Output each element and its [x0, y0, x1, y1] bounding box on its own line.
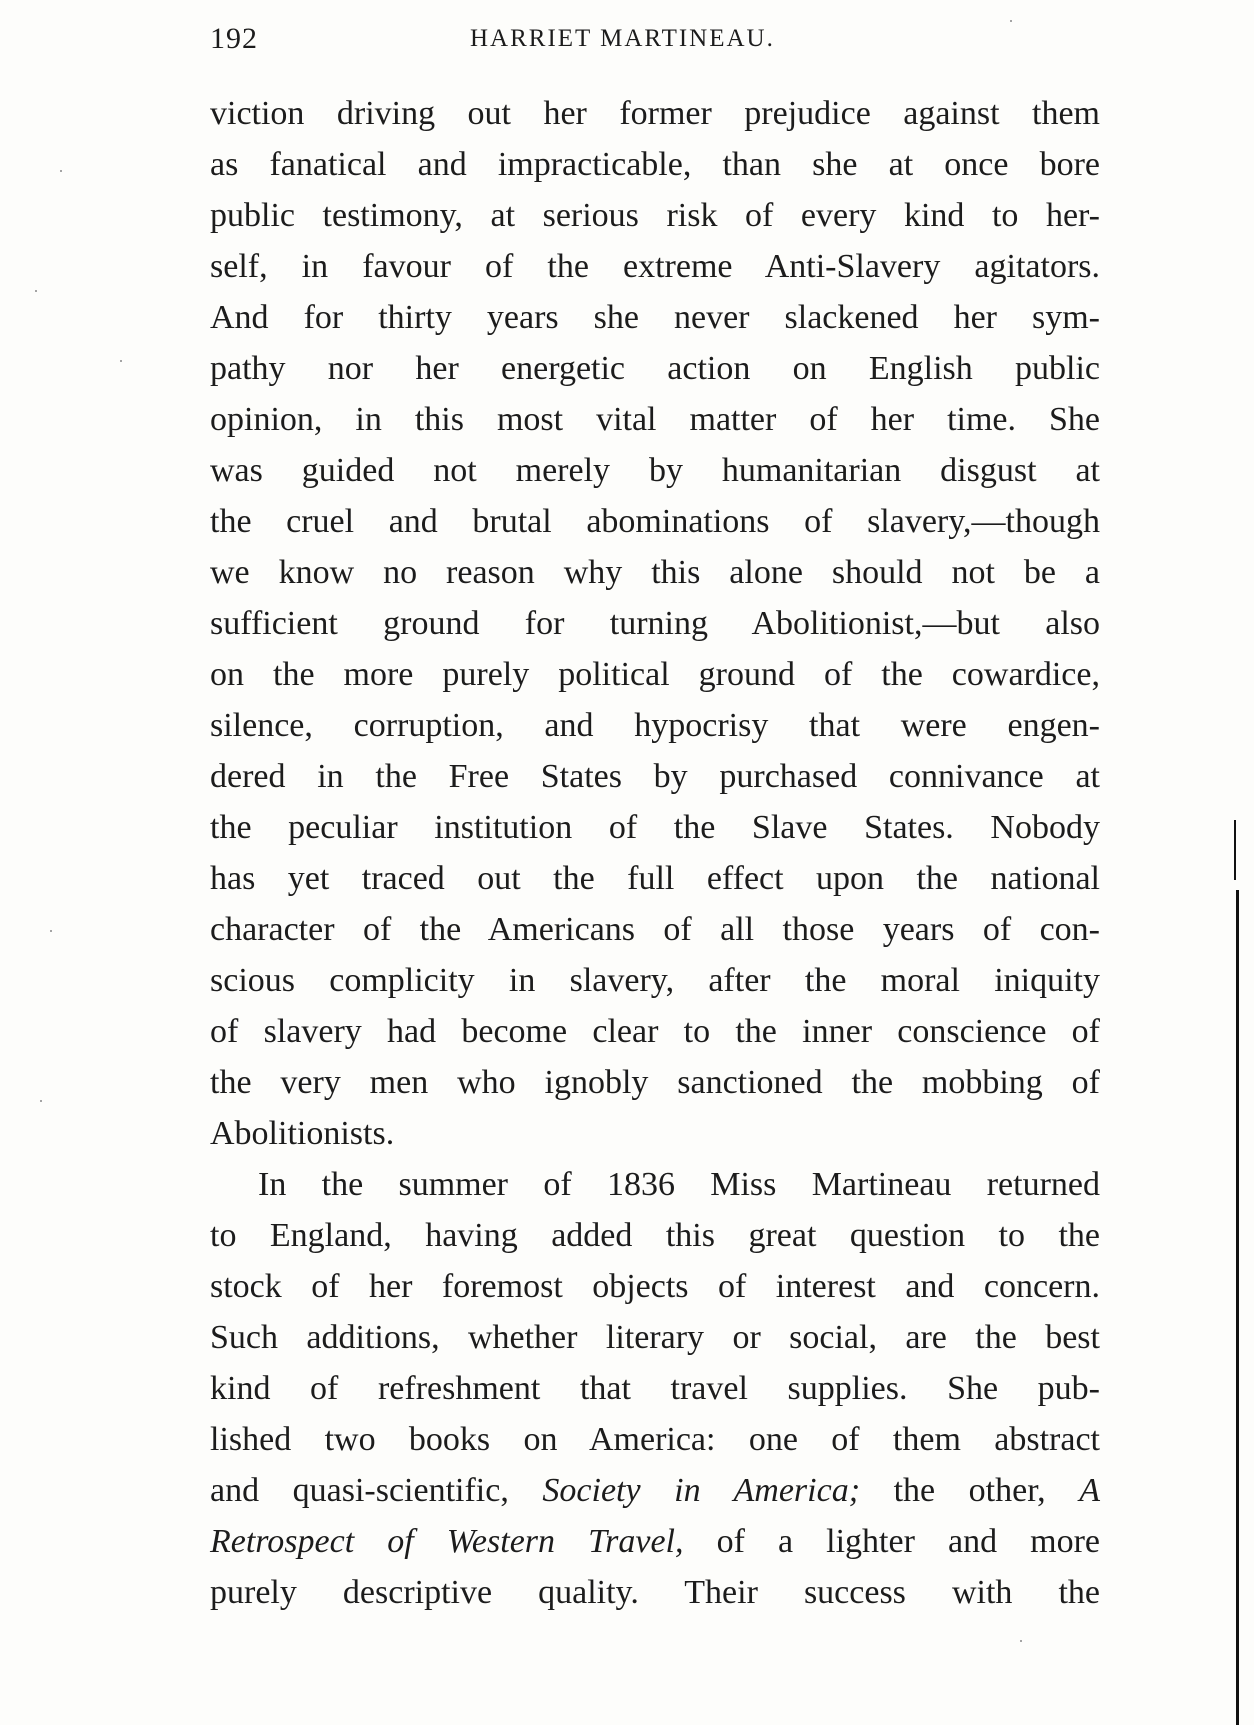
- text-line: Abolitionists.: [210, 1115, 395, 1152]
- page-header: [210, 14, 1100, 64]
- text-line-mixed: [210, 1516, 1100, 1567]
- scan-speck: [40, 1100, 42, 1102]
- text-line: Such additions, whether literary or social, are the best: [210, 1319, 1100, 1356]
- book-title-italic: A: [1079, 1472, 1101, 1509]
- text-line: pathy nor her energetic action on English public: [210, 350, 1100, 387]
- paragraph-1: [210, 88, 1100, 1159]
- text-line: In the summer of 1836 Miss Martineau returned: [258, 1166, 1100, 1203]
- text-line: self, in favour of the extreme Anti-Slavery agitators.: [210, 248, 1100, 285]
- text-line: on the more purely political ground of the cowardice,: [210, 656, 1100, 693]
- page-number: 192: [210, 22, 258, 55]
- text-line: has yet traced out the full effect upon the national: [210, 860, 1100, 897]
- text-line: the cruel and brutal abominations of slavery,—though: [210, 503, 1100, 540]
- text-line: dered in the Free States by purchased connivance at: [210, 758, 1100, 795]
- text-line: lished two books on America: one of them abstract: [210, 1421, 1100, 1458]
- scan-speck: [60, 170, 62, 172]
- text-run: of a lighter and more: [716, 1523, 1100, 1560]
- paragraph-2: [210, 1159, 1100, 1618]
- text-line: viction driving out her former prejudice against them: [210, 95, 1100, 132]
- scan-speck: [1020, 1640, 1022, 1642]
- body-text: [210, 88, 1100, 1618]
- text-line: the very men who ignobly sanctioned the mobbing of: [210, 1064, 1100, 1101]
- text-run: and quasi-scientific,: [210, 1472, 509, 1509]
- text-line: sufficient ground for turning Abolitionist,—but also: [210, 605, 1100, 642]
- text-line: public testimony, at serious risk of every kind to her-: [210, 197, 1100, 234]
- text-line: kind of refreshment that travel supplies. She pub-: [210, 1370, 1100, 1407]
- scan-edge-mark: [1236, 890, 1239, 1725]
- text-line: to England, having added this great question to the: [210, 1217, 1100, 1254]
- text-line: purely descriptive quality. Their success with the: [210, 1574, 1100, 1611]
- text-line: of slavery had become clear to the inner conscience of: [210, 1013, 1100, 1050]
- text-line: stock of her foremost objects of interest and concern.: [210, 1268, 1100, 1305]
- running-head: HARRIET MARTINEAU.: [470, 25, 775, 52]
- text-line: opinion, in this most vital matter of her time. She: [210, 401, 1100, 438]
- scan-edge-mark: [1234, 820, 1236, 880]
- text-line: as fanatical and impracticable, than she at once bore: [210, 146, 1100, 183]
- scan-speck: [1010, 20, 1012, 22]
- scan-speck: [50, 930, 52, 932]
- text-line: the peculiar institution of the Slave States. Nobody: [210, 809, 1100, 846]
- text-line: we know no reason why this alone should not be a: [210, 554, 1100, 591]
- text-line: character of the Americans of all those years of con-: [210, 911, 1100, 948]
- text-line: silence, corruption, and hypocrisy that were engen-: [210, 707, 1100, 744]
- book-title-italic: Retrospect of Western Travel,: [210, 1523, 684, 1560]
- text-line: was guided not merely by humanitarian disgust at: [210, 452, 1100, 489]
- text-line: scious complicity in slavery, after the moral iniquity: [210, 962, 1100, 999]
- text-line: And for thirty years she never slackened her sym-: [210, 299, 1100, 336]
- scan-speck: [120, 360, 122, 362]
- text-run: the other,: [893, 1472, 1046, 1509]
- text-line-mixed: [210, 1465, 1100, 1516]
- book-title-italic: Society in America;: [542, 1472, 861, 1509]
- scan-speck: [35, 290, 37, 292]
